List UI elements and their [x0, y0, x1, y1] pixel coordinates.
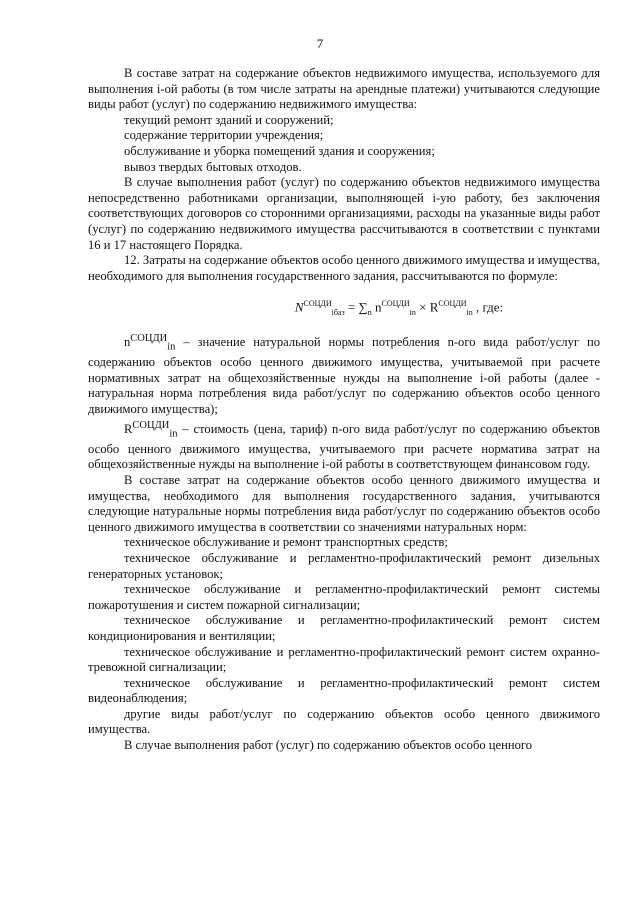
formula-n: n	[371, 299, 382, 315]
formula-n-sub: in	[409, 308, 416, 318]
definition-symbol-r: R	[124, 421, 133, 436]
list-item-territory: содержание территории учреждения;	[124, 128, 324, 143]
formula-sum-sub: n	[367, 308, 372, 318]
list-item-fire-systems: техническое обслуживание и регламентно-профилактический ремонт системы пожаротушения и систем пожарной сигнализации;	[88, 582, 600, 612]
formula-n-sup: СОЦДИ	[381, 299, 410, 309]
list-item-cleaning: обслуживание и уборка помещений здания и сооружения;	[124, 143, 435, 158]
definition-cost	[88, 418, 600, 473]
definition-n-sup: СОЦДИ	[130, 332, 168, 344]
definition-natural-norm	[88, 331, 600, 418]
paragraph-continued: В случае выполнения работ (услуг) по содержанию объектов особо ценного	[124, 738, 533, 753]
definition-r-sub: in	[169, 428, 178, 440]
list-item-video: техническое обслуживание и регламентно-профилактический ремонт систем видеонаблюдения;	[88, 675, 600, 706]
formula	[198, 296, 600, 321]
formula-times: × R	[415, 299, 439, 315]
list-item-hvac: техническое обслуживание и регламентно-профилактический ремонт систем кондиционирования и вентиляции;	[88, 613, 600, 643]
definition-r-text: – стоимость (цена, тариф) n-ого вида работ/услуг по содержанию объектов особо ценного движимого имущества, учитываемого при расчете норматива затрат на общехозяйственные нужды на выполнение i-ой работы в соответствующем финансовом году.	[88, 421, 600, 472]
formula-eq: = ∑	[344, 299, 368, 315]
list-item-other: другие виды работ/услуг по содержанию объектов особо ценного движимого имущества.	[88, 706, 600, 737]
definition-n-text: – значение натуральной нормы потребления n-ого вида работ/услуг по содержанию объектов особо ценного движимого имущества, учитываемой при расчете нормативных затрат на общехозяйственные нужды на выполнение i-ой работы (далее - натуральная норма потребления вида работ/услуг по содержанию объектов особо ценного движимого имущества);	[88, 335, 600, 416]
formula-lhs: N	[294, 299, 304, 315]
list-item-current-repair: текущий ремонт зданий и сооружений;	[124, 112, 334, 127]
formula-r-sup: СОЦДИ	[438, 299, 467, 309]
formula-lhs-sub: iбаз	[331, 308, 345, 318]
paragraph-own-staff: В случае выполнения работ (услуг) по содержанию объектов недвижимого имущества непосредственно работниками организации, выполняющей i-ую работу, без заключения соответствующих договоров со сторонними организациями, расходы на указанные виды работ (услуг) по содержанию недвижимого имущества рассчитываются в соответствии с пунктами 16 и 17 настоящего Порядка.	[88, 175, 600, 252]
page-number: 7	[316, 36, 324, 51]
definition-symbol-n: n	[124, 335, 131, 350]
paragraph-section-12: 12. Затраты на содержание объектов особо ценного движимого имущества и имущества, необходимого для выполнения государственного задания, рассчитываются по формуле:	[88, 253, 600, 283]
list-item-vehicles: техническое обслуживание и ремонт транспортных средств;	[124, 535, 448, 550]
formula-tail: , где:	[472, 299, 504, 315]
list-item-waste: вывоз твердых бытовых отходов.	[124, 159, 302, 174]
formula-lhs-sup: СОЦДИ	[303, 299, 332, 309]
paragraph-natural-norms: В составе затрат на содержание объектов особо ценного движимого имущества и имущества, необходимого для выполнения государственного задания, учитываются следующие натуральные нормы потребления вида работ/услуг по содержанию объектов особо ценного движимого имущества в соответствии со значениями натуральных норм:	[88, 472, 600, 534]
list-item-alarm: техническое обслуживание и регламентно-профилактический ремонт систем охранно-тревожной сигнализации;	[88, 644, 600, 675]
formula-r-sub: in	[466, 308, 473, 318]
definition-r-sup: СОЦДИ	[132, 419, 170, 431]
list-item-generators: техническое обслуживание и регламентно-профилактический ремонт дизельных генераторных установок;	[88, 550, 600, 581]
definition-n-sub: in	[167, 341, 176, 353]
document-body	[88, 66, 600, 754]
paragraph-maintenance-real-estate: В составе затрат на содержание объектов недвижимого имущества, используемого для выполнения i-ой работы (в том числе затраты на арендные платежи) учитываются следующие виды работ (услуг) по содержанию недвижимого имущества:	[88, 66, 600, 112]
